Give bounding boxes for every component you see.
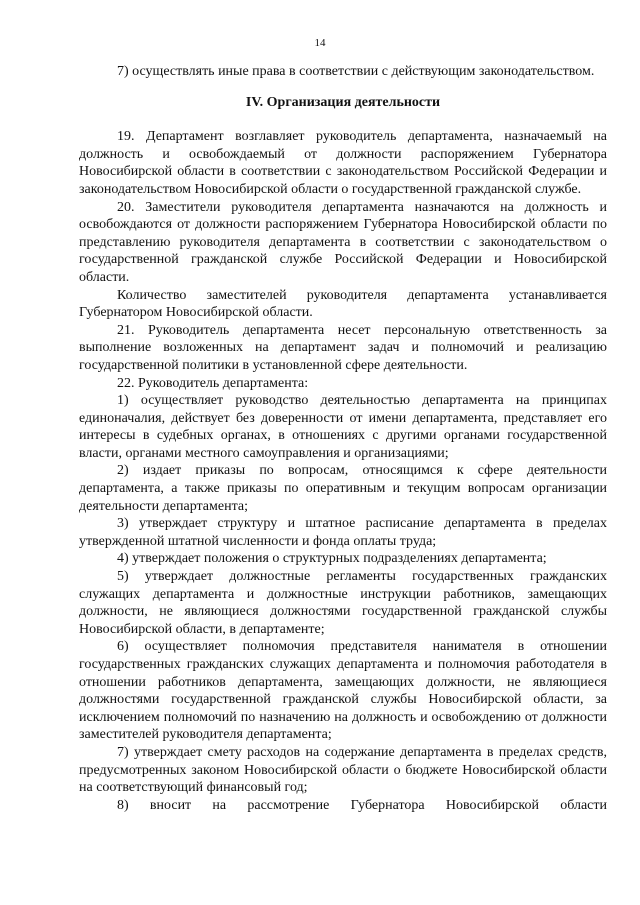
paragraph: 4) утверждает положения о структурных подразделениях департамента; bbox=[117, 551, 547, 567]
paragraph: 8) вносит на рассмотрение Губернатора Новосибирской области bbox=[117, 797, 607, 813]
paragraph: 2) издает приказы по вопросам, относящимся к сфере деятельности департамента, а также приказы по оперативным и текущим вопросам организации деятельности департамента; bbox=[79, 463, 607, 514]
paragraph: 5) утверждает должностные регламенты государственных гражданских служащих департамента и должностные инструкции работников, замещающих должности, не являющиеся должностями государственной гражданской службы Новосибирской области, в департаменте; bbox=[79, 569, 607, 637]
paragraph: 21. Руководитель департамента несет персональную ответственность за выполнение возложенных на департамент задач и полномочий и реализацию государственной политики в установленной сфере деятельности. bbox=[79, 322, 607, 373]
paragraph: Количество заместителей руководителя департамента устанавливается Губернатором Новосибирской области. bbox=[79, 287, 607, 321]
paragraph: 20. Заместители руководителя департамента назначаются на должность и освобождаются от должности распоряжением Губернатора Новосибирской области по представлению руководителя департамента в соответствии с законодательством о государственной гражданской службе Российской Федерации и Новосибирской области. bbox=[79, 199, 607, 285]
paragraph: 6) осуществляет полномочия представителя нанимателя в отношении государственных гражданских служащих департамента и полномочия работодателя в отношении работников департамента, замещающих должности, не являющиеся должностями государственной гражданской службы Новосибирской области, за исключением полномочий по назначению на должность и освобождению от должности заместителей руководителя департамента; bbox=[79, 639, 607, 743]
paragraph: 7) осуществлять иные права в соответствии с действующим законодательством. bbox=[117, 64, 595, 79]
paragraph: 7) утверждает смету расходов на содержание департамента в пределах средств, предусмотренных законом Новосибирской области о бюджете Новосибирской области на соответствующий финансовый год; bbox=[79, 744, 607, 796]
paragraph: 22. Руководитель департамента: bbox=[117, 375, 309, 391]
paragraph: 3) утверждает структуру и штатное расписание департамента в пределах утвержденной штатной численности и фонда оплаты труда; bbox=[79, 516, 607, 549]
paragraph: 1) осуществляет руководство деятельностью департамента на принципах единоначалия, действует без доверенности от имени департамента, представляет его интересы в судебных органах, в отношениях с другими органами государственной власти, органами местного самоуправления и организациями; bbox=[79, 393, 607, 461]
paragraph: 19. Департамент возглавляет руководитель департамента, назначаемый на должность и освобождаемый от должности распоряжением Губернатора Новосибирской области в соответствии с законодательством Российской Федерации и законодательством Новосибирской области о государственной гражданской службе. bbox=[79, 129, 607, 197]
page-number: 14 bbox=[314, 37, 326, 49]
document-body bbox=[79, 63, 607, 814]
section-heading: IV. Организация деятельности bbox=[245, 94, 441, 110]
